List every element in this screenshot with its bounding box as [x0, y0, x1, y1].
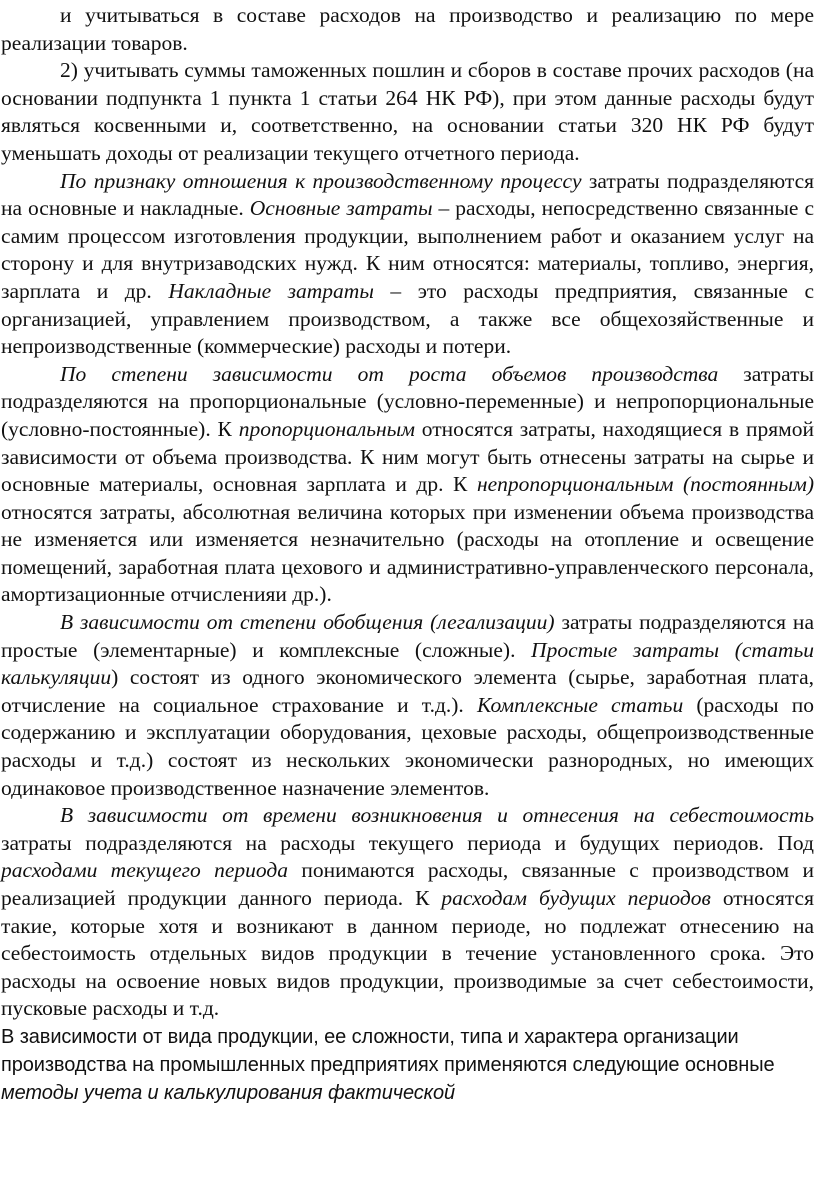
text-segment: – расходы, непосредственно связанные с самим процессом изготовления продукции, выполнением работ и оказанием услуг на сторону и для внутризаводских нужд. К ним относятся: материалы, топливо, энергия, зарплата и др.	[1, 196, 814, 303]
italic-term: Основные затраты	[249, 196, 433, 221]
italic-term: По признаку отношения к производственному процессу	[60, 168, 582, 193]
text-segment: (расходы по содержанию и эксплуатации оборудования, цеховые расходы, общепроизводственные расходы и т.д.) состоят из нескольких экономически разнородных, но имеющих одинаковое производственное назначение элементов.	[1, 692, 814, 800]
paragraph-continuation	[1, 2, 814, 57]
paragraph-time-of-occurrence	[1, 802, 814, 1023]
italic-term: методы учета и калькулирования фактической	[1, 1081, 456, 1104]
text-segment: затраты подразделяются на пропорциональные (условно-переменные) и непропорциональные (условно-постоянные). К	[1, 361, 814, 441]
text-segment: 2) учитывать суммы таможенных пошлин и сборов в составе прочих расходов (на основании подпункта 1 пункта 1 статьи 264 НК РФ), при этом данные расходы будут являться косвенными и, соответственно, на основании статьи 320 НК РФ будут уменьшать доходы от реализации текущего отчетного периода.	[1, 58, 814, 165]
text-segment: затраты подразделяются на простые (элементарные) и комплексные (сложные).	[1, 610, 814, 662]
italic-term: Накладные затраты	[168, 278, 374, 303]
text-segment: затраты подразделяются на расходы текущего периода и будущих периодов. Под	[1, 830, 814, 855]
paragraph-production-volume	[1, 361, 814, 609]
italic-term: В зависимости от степени обобщения (легализации)	[60, 610, 555, 635]
italic-term: Комплексные статьи	[477, 692, 684, 717]
paragraph-production-process	[1, 168, 814, 361]
text-segment: – это расходы предприятия, связанные с организацией, управлением производством, а также все общехозяйственные и непроизводственные (коммерческие) расходы и потери.	[1, 278, 814, 359]
italic-term: расходами текущего периода	[1, 858, 289, 883]
italic-term: расходам будущих периодов	[441, 886, 711, 910]
text-segment: В зависимости от вида продукции, ее сложности, типа и характера организации производства на промышленных предприятиях применяются следующие основные	[1, 1025, 775, 1076]
text-segment: понимаются расходы, связанные с производством и реализацией продукции данного периода. К	[1, 858, 814, 910]
italic-term: пропорциональным	[238, 416, 415, 441]
italic-term: Простые затраты (статьи калькуляции	[1, 637, 814, 690]
paragraph-generalization	[1, 609, 814, 802]
text-segment: относятся затраты, абсолютная величина которых при изменении объема производства не изменяется или изменяется незначительно (расходы на отопление и освещение помещений, заработная плата цехового и административно-управленческого персонала, амортизационные отчисленияи др.).	[1, 499, 814, 607]
text-segment: и учитываться в составе расходов на производство и реализацию по мере реализации товаров.	[1, 3, 814, 55]
text-segment: затраты подразделяются на основные и накладные.	[1, 168, 814, 221]
italic-term: непропорциональным (постоянным)	[476, 472, 814, 497]
paragraph-accounting-methods	[1, 1023, 814, 1107]
paragraph-customs-duties	[1, 57, 814, 167]
text-segment: относятся такие, которые хотя и возникают в данном периоде, но подлежат отнесению на себестоимость отдельных видов продукции в течение установленного срока. Это расходы на освоение новых видов продукции, производимые за счет себестоимости, пусковые расходы и т.д.	[1, 886, 814, 1021]
text-segment: ) состоят из одного экономического элемента (сырье, заработная плата, отчисление на социальное страхование и т.д.).	[1, 665, 814, 717]
text-segment: относятся затраты, находящиеся в прямой зависимости от объема производства. К ним могут быть отнесены затраты на сырье и основные материалы, основная зарплата и др. К	[1, 416, 814, 497]
italic-term: По степени зависимости от роста объемов производства	[60, 361, 719, 386]
italic-term: В зависимости от времени возникновения и отнесения на себестоимость	[60, 803, 814, 828]
